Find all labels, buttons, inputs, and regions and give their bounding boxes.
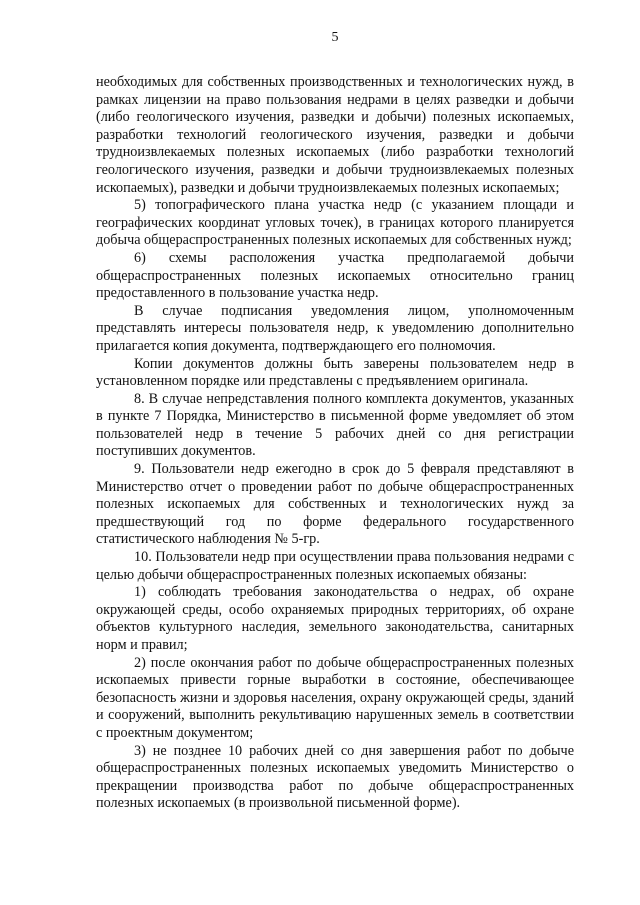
paragraph-obligation-2: 2) после окончания работ по добыче общераспространенных полезных ископаемых привести горные выработки в состояние, обеспечивающее безопасность жизни и здоровья населения, охрану окружающей среды, зданий и сооружений, выполнить рекультивацию нарушенных земель в соответствии с проектным документом; [96,654,574,741]
paragraph-clause-9: 9. Пользователи недр ежегодно в срок до 5 февраля представляют в Министерство отчет о проведении работ по добыче общераспространенных полезных ископаемых для собственных и технологических нужд за предшествующий год по форме федерального государственного статистического наблюдения № 5-гр. [96,461,574,548]
paragraph-continuation: необходимых для собственных производственных и технологических нужд, в рамках лицензии на право пользования недрами в целях разведки и добычи (либо геологического изучения, разведки и добычи) полезных ископаемых, разработки технологий геологического изучения, разведки и добычи трудноизвлекаемых полезных ископаемых (либо разработки технологий геологического изучения, разведки и добычи трудноизвлекаемых полезных ископаемых), разведки и добычи трудноизвлекаемых полезных ископаемых; [96,74,574,196]
page-number: 5 [331,30,339,45]
paragraph-item-5: 5) топографического плана участка недр (с указанием площади и географических координат угловых точек), в границах которого планируется добыча общераспространенных полезных ископаемых для собственных нужд; [96,197,574,249]
paragraph-clause-8: 8. В случае непредставления полного комплекта документов, указанных в пункте 7 Порядка, Министерство в письменной форме уведомляет об этом пользователей недр в течение 5 рабочих дней со дня регистрации поступивших документов. [96,390,574,460]
paragraph-authorization: В случае подписания уведомления лицом, уполномоченным представлять интересы пользователя недр, к уведомлению дополнительно прилагается копия документа, подтверждающего его полномочия. [96,302,574,354]
paragraph-clause-10: 10. Пользователи недр при осуществлении права пользования недрами с целью добычи общераспространенных полезных ископаемых обязаны: [96,549,574,583]
paragraph-obligation-1: 1) соблюдать требования законодательства о недрах, об охране окружающей среды, особо охраняемых природных территориях, об охране объектов культурного наследия, земельного законодательства, санитарных норм и правил; [96,584,574,653]
paragraph-item-6: 6) схемы расположения участка предполагаемой добычи общераспространенных полезных ископаемых относительно границ предоставленного в пользование участка недр. [96,249,574,302]
document-body [96,74,574,813]
paragraph-obligation-3: 3) не позднее 10 рабочих дней со дня завершения работ по добыче общераспространенных полезных ископаемых уведомить Министерство о прекращении производства работ по добыче общераспространенных полезных ископаемых (в произвольной письменной форме). [96,742,574,812]
paragraph-copies: Копии документов должны быть заверены пользователем недр в установленном порядке или представлены с предъявлением оригинала. [96,355,574,390]
